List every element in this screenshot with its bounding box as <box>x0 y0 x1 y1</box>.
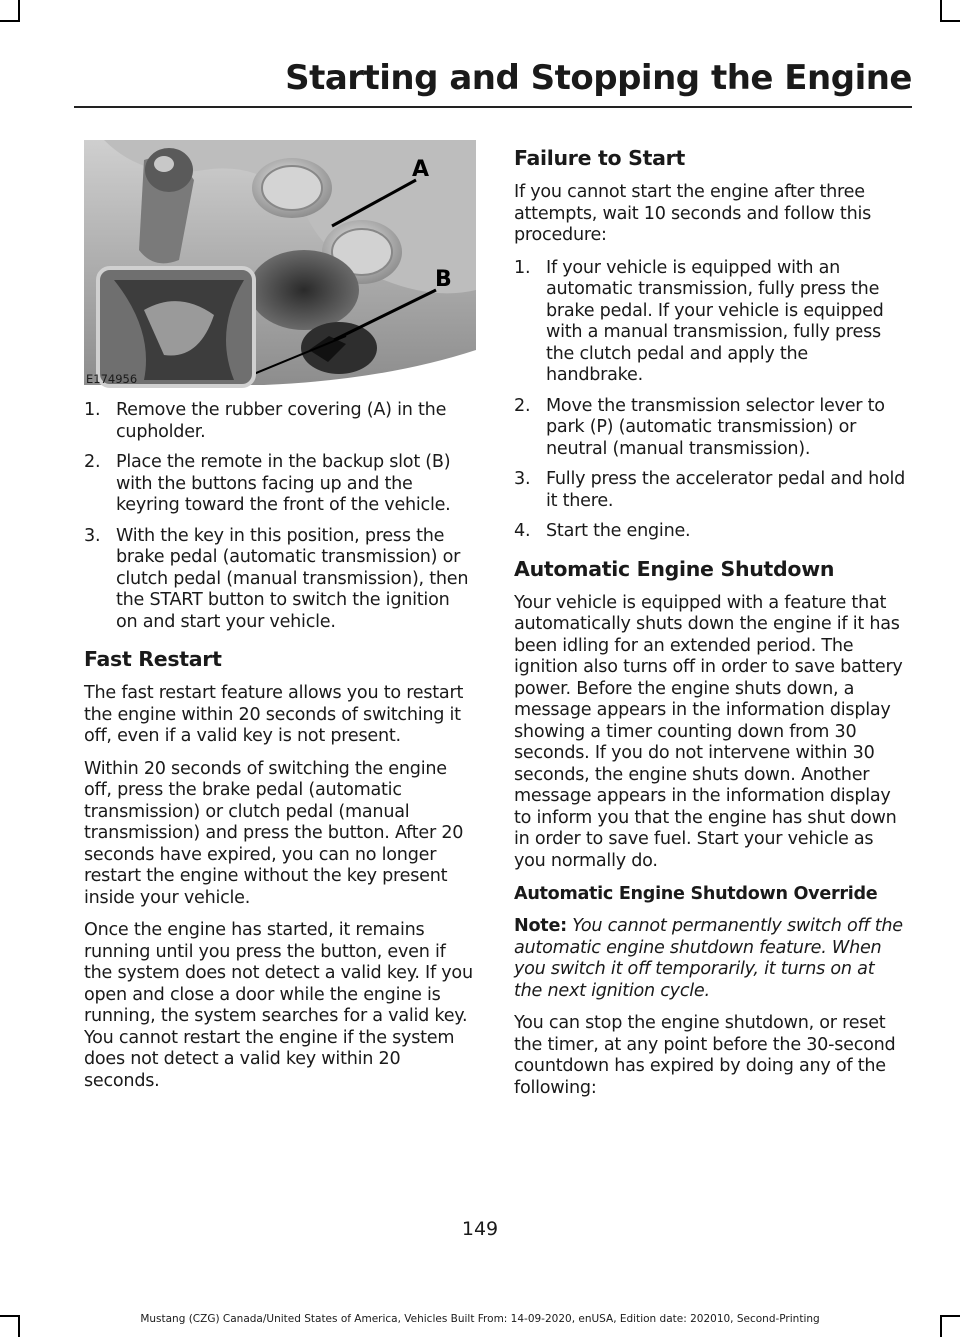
list-item <box>514 469 906 512</box>
shutdown-override-heading: Automatic Engine Shutdown Override <box>514 884 878 904</box>
page-title: Starting and Stopping the Engine <box>285 58 912 98</box>
header-divider <box>74 106 912 108</box>
step-number: 4. <box>514 521 531 541</box>
crop-mark <box>18 0 20 22</box>
list-item <box>84 400 476 443</box>
figure-id: E174956 <box>86 372 138 386</box>
note <box>514 916 906 1002</box>
step-number: 2. <box>514 395 531 416</box>
step-text: With the key in this position, press the brake pedal (automatic transmission) or clutch pedal (manual transmission), then the START button to switch the ignition on and start your vehicle. <box>116 525 469 632</box>
cupholder-illustration <box>84 140 476 388</box>
crop-mark <box>940 20 960 22</box>
note-label: Note: <box>514 916 567 936</box>
list-item <box>84 526 476 634</box>
footer-text: Mustang (CZG) Canada/United States of America, Vehicles Built From: 14-09-2020, enUSA, Edition date: 202010, Second-Printing <box>140 1313 820 1325</box>
paragraph: Your vehicle is equipped with a feature that automatically shuts down the engine if it has been idling for an extended period. The ignition also turns off in order to save battery power. Before the engine shuts down, a message appears in the information display showing a timer counting down from 30 seconds. If you do not intervene within 30 seconds, the engine shuts down. Another message appears in the information display to inform you that the engine has shut down in order to save fuel. Start your vehicle as you normally do. <box>514 592 903 871</box>
list-item <box>514 521 906 543</box>
paragraph: The fast restart feature allows you to restart the engine within 20 seconds of switching it off, even if a valid key is not present. <box>84 683 464 746</box>
left-column <box>84 140 476 1103</box>
cupholder-figure <box>84 140 476 388</box>
failure-steps <box>514 258 906 543</box>
step-number: 3. <box>514 469 531 489</box>
right-column <box>514 140 906 1110</box>
step-text: Fully press the accelerator pedal and hold it there. <box>546 469 906 511</box>
automatic-engine-shutdown-heading: Automatic Engine Shutdown <box>514 556 835 581</box>
callout-a: A <box>412 157 430 182</box>
paragraph: If you cannot start the engine after three attempts, wait 10 seconds and follow this procedure: <box>514 182 872 245</box>
list-item <box>514 396 906 461</box>
list-item <box>514 258 906 387</box>
page-number: 149 <box>461 1218 499 1240</box>
step-text: Remove the rubber covering (A) in the cupholder. <box>116 400 447 442</box>
backup-slot-steps <box>84 400 476 633</box>
step-number: 1. <box>514 257 531 278</box>
step-text: If your vehicle is equipped with an automatic transmission, fully press the brake pedal. If your vehicle is equipped with a manual transmission, fully press the clutch pedal and apply the handbrake. <box>546 257 884 385</box>
crop-mark <box>0 20 20 22</box>
step-text: Move the transmission selector lever to park (P) (automatic transmission) or neutral (manual transmission). <box>546 395 885 459</box>
step-number: 1. <box>84 400 101 420</box>
step-number: 3. <box>84 525 101 546</box>
list-item <box>84 452 476 517</box>
crop-mark <box>940 0 942 22</box>
step-number: 2. <box>84 452 101 472</box>
failure-to-start-heading: Failure to Start <box>514 146 685 170</box>
paragraph: You can stop the engine shutdown, or reset the timer, at any point before the 30-second countdown has expired by doing any of the following: <box>514 1013 896 1098</box>
note-text: You cannot permanently switch off the automatic engine shutdown feature. When you switch it off temporarily, it turns on at the next ignition cycle. <box>514 916 903 1001</box>
paragraph: Within 20 seconds of switching the engine off, press the brake pedal (automatic transmission) or clutch pedal (manual transmission) and press the button. After 20 seconds have expired, you can no longer restart the engine without the key present inside your vehicle. <box>84 758 464 908</box>
callout-b: B <box>435 267 452 292</box>
step-text: Start the engine. <box>546 521 691 541</box>
fast-restart-heading: Fast Restart <box>84 647 222 671</box>
step-text: Place the remote in the backup slot (B) with the buttons facing up and the keyring toward the front of the vehicle. <box>116 452 451 515</box>
paragraph: Once the engine has started, it remains running until you press the button, even if the system does not detect a valid key. If you open and close a door while the engine is running, the system searches for a valid key. You cannot restart the engine if the system does not detect a valid key within 20 seconds. <box>84 920 473 1091</box>
